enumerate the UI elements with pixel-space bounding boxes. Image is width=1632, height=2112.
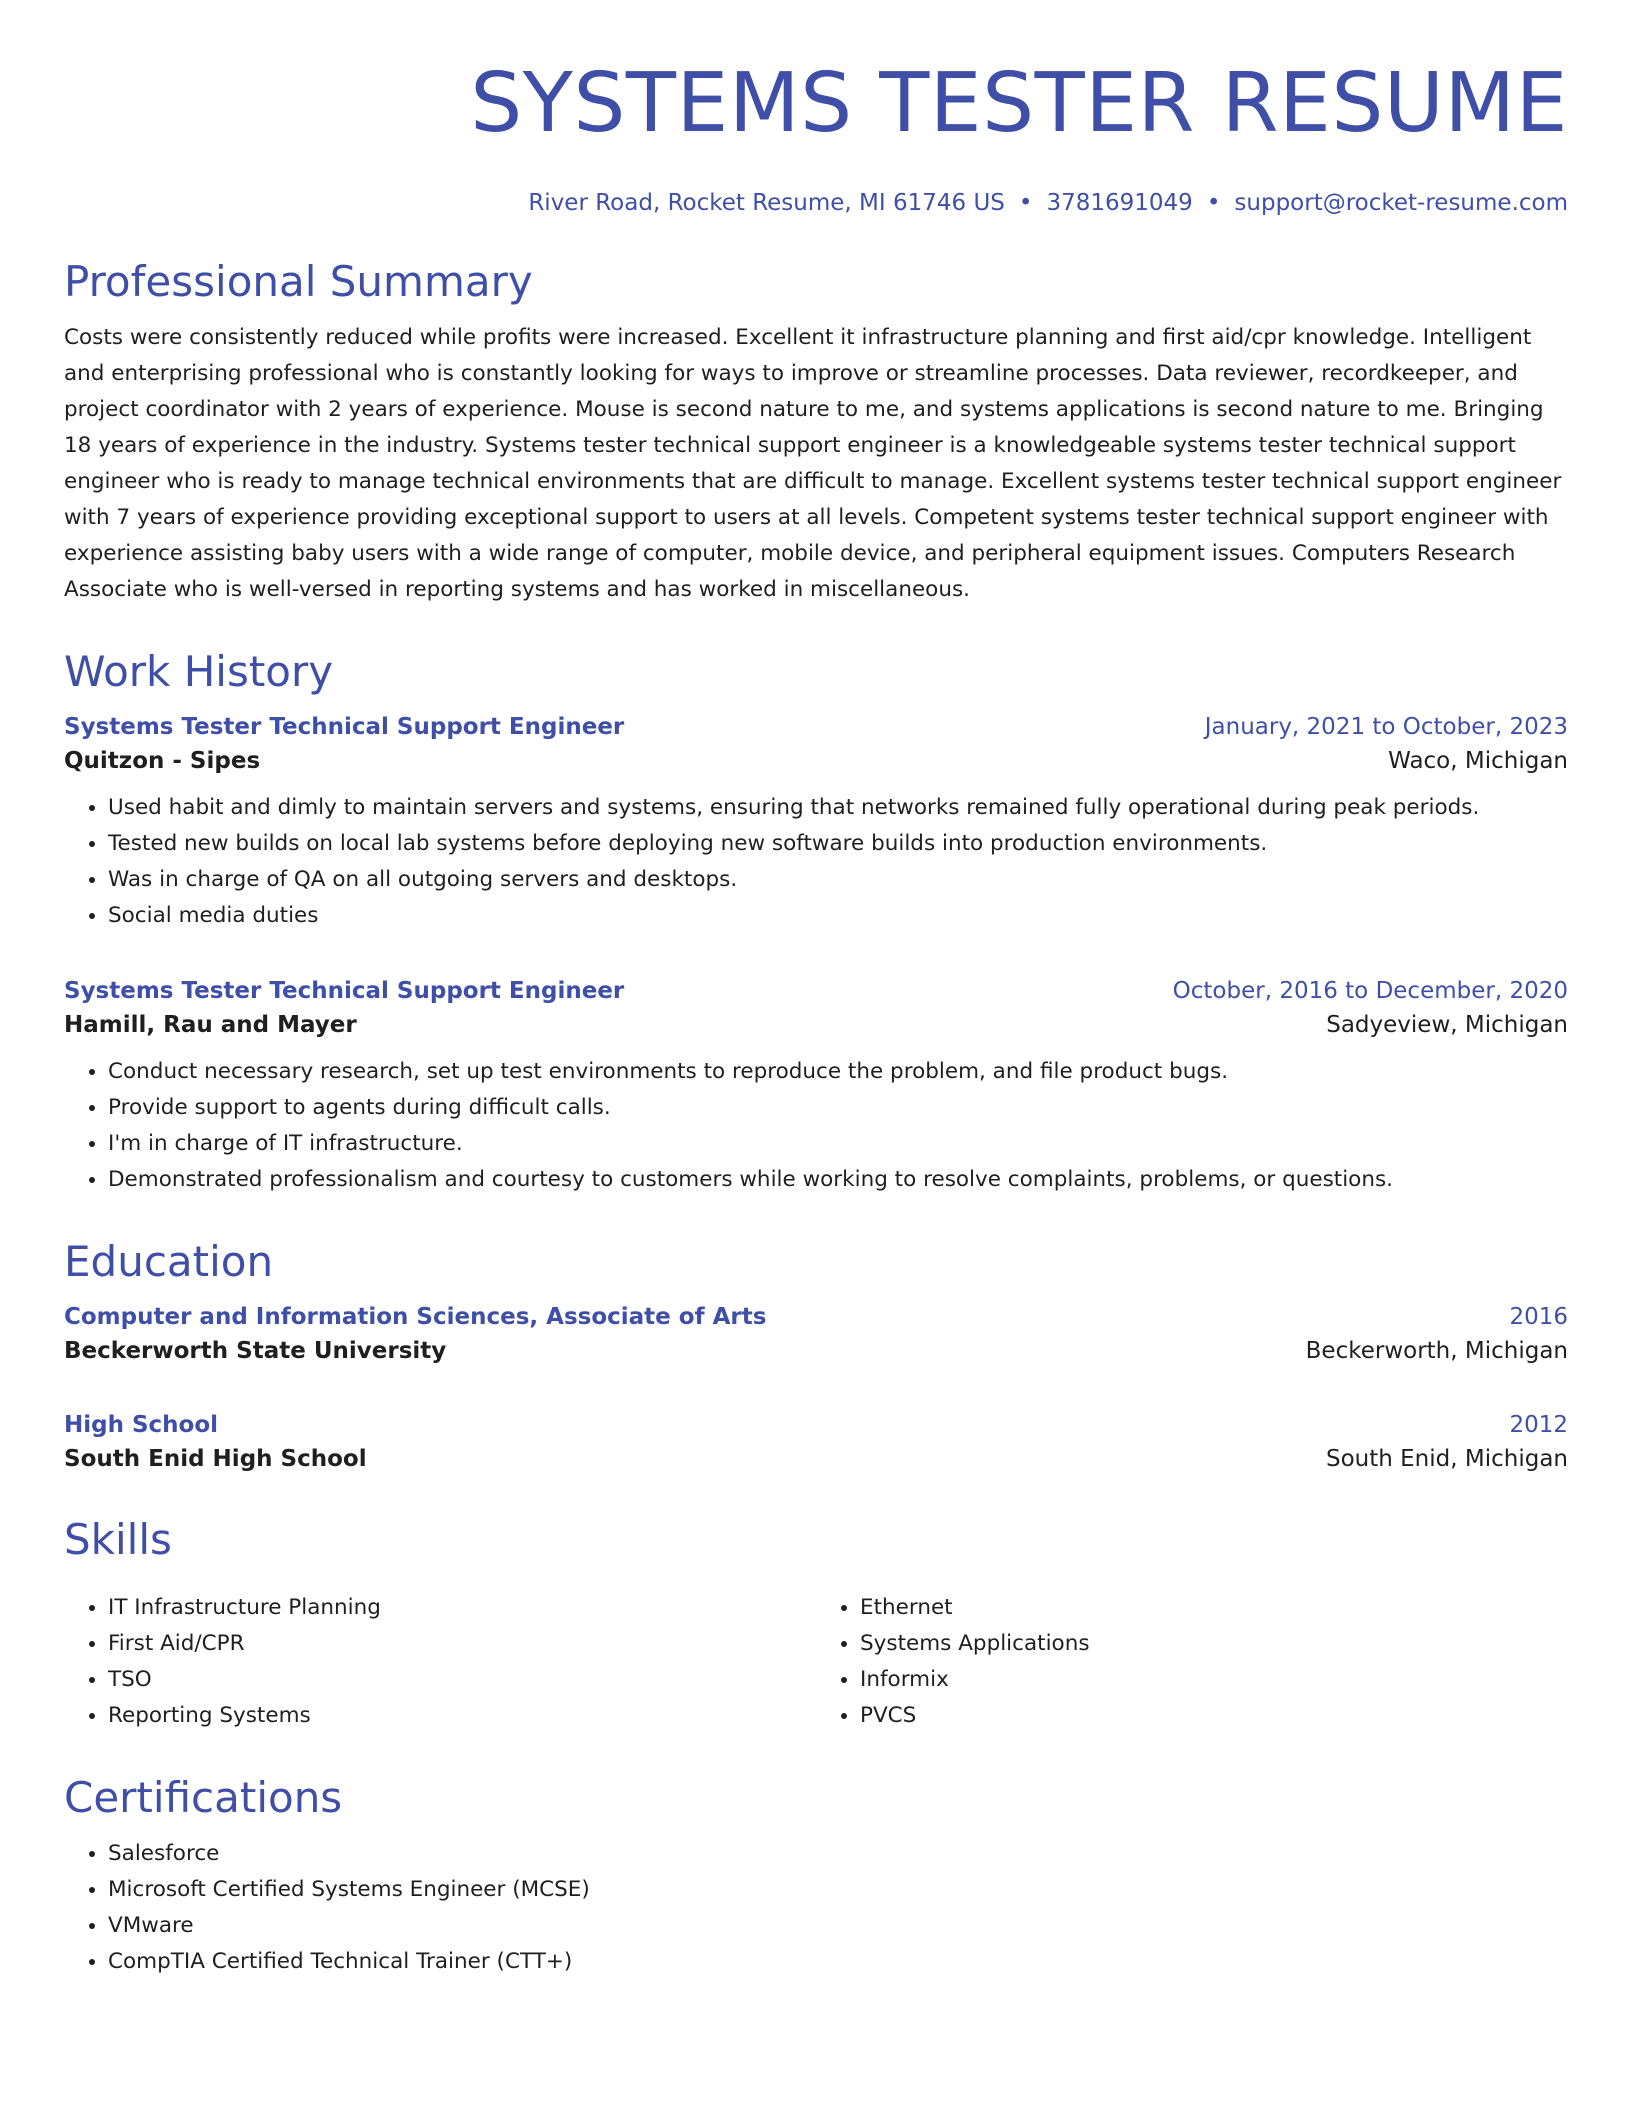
job-location: Waco, Michigan bbox=[1388, 748, 1568, 774]
list-item: • Provide support to agents during difficult calls. bbox=[108, 1090, 1568, 1126]
degree: Computer and Information Sciences, Associate of Arts bbox=[64, 1304, 767, 1330]
degree: High School bbox=[64, 1412, 219, 1438]
list-item: • Microsoft Certified Systems Engineer (MCSE) bbox=[108, 1872, 1568, 1908]
job-entry bbox=[64, 974, 1568, 1198]
list-item: • Salesforce bbox=[108, 1836, 1568, 1872]
job-bullets bbox=[64, 1054, 1568, 1198]
job-bullets bbox=[64, 790, 1568, 934]
list-item: • Used habit and dimly to maintain servers and systems, ensuring that networks remained fully operational during peak periods. bbox=[108, 790, 1568, 826]
school-name: Beckerworth State University bbox=[64, 1338, 447, 1364]
school-location: South Enid, Michigan bbox=[1326, 1446, 1568, 1472]
list-item: • Demonstrated professionalism and courtesy to customers while working to resolve complaints, problems, or questions. bbox=[108, 1162, 1568, 1198]
certifications-list bbox=[64, 1836, 1568, 1980]
list-item: • Informix bbox=[860, 1662, 1568, 1698]
certifications-section bbox=[64, 1772, 1568, 1980]
list-item: • VMware bbox=[108, 1908, 1568, 1944]
list-item: • CompTIA Certified Technical Trainer (CTT+) bbox=[108, 1944, 1568, 1980]
skills-section bbox=[64, 1514, 1568, 1734]
list-item: • Conduct necessary research, set up test environments to reproduce the problem, and file product bugs. bbox=[108, 1054, 1568, 1090]
list-item: • Systems Applications bbox=[860, 1626, 1568, 1662]
summary-text: Costs were consistently reduced while profits were increased. Excellent it infrastructure planning and first aid/cpr knowledge. Intelligent and enterprising professional who is constantly looking for ways to improve or streamline processes. Data reviewer, recordkeeper, and project coordinator with 2 years of experience. Mouse is second nature to me, and systems applications is second nature to me. Bringing 18 years of experience in the industry. Systems tester technical support engineer is a knowledgeable systems tester technical support engineer who is ready to manage technical environments that are difficult to manage. Excellent systems tester technical support engineer with 7 years of experience providing exceptional support to users at all levels. Competent systems tester technical support engineer with experience assisting baby users with a wide range of computer, mobile device, and peripheral equipment issues. Computers Research Associate who is well-versed in reporting systems and has worked in miscellaneous. bbox=[64, 325, 1562, 602]
list-item: • Reporting Systems bbox=[108, 1698, 816, 1734]
job-title: Systems Tester Technical Support Engineer bbox=[64, 978, 625, 1004]
education-entry bbox=[64, 1408, 1568, 1476]
list-item: • PVCS bbox=[860, 1698, 1568, 1734]
summary-section bbox=[64, 256, 1568, 608]
education-entry bbox=[64, 1300, 1568, 1368]
job-company: Hamill, Rau and Mayer bbox=[64, 1012, 357, 1038]
list-item: • I'm in charge of IT infrastructure. bbox=[108, 1126, 1568, 1162]
skills-list-left bbox=[64, 1590, 816, 1734]
work-history-section bbox=[64, 646, 1568, 1198]
job-title: Systems Tester Technical Support Engineer bbox=[64, 714, 625, 740]
email-link[interactable]: support@rocket-resume.com bbox=[1234, 190, 1568, 216]
summary-heading: Professional Summary bbox=[64, 257, 533, 306]
list-item: • First Aid/CPR bbox=[108, 1626, 816, 1662]
graduation-year: 2016 bbox=[1509, 1304, 1568, 1330]
graduation-year: 2012 bbox=[1509, 1412, 1568, 1438]
list-item: • Social media duties bbox=[108, 898, 1568, 934]
job-location: Sadyeview, Michigan bbox=[1326, 1012, 1568, 1038]
list-item: • Ethernet bbox=[860, 1590, 1568, 1626]
list-item: • Was in charge of QA on all outgoing servers and desktops. bbox=[108, 862, 1568, 898]
school-name: South Enid High School bbox=[64, 1446, 367, 1472]
address: River Road, Rocket Resume, MI 61746 US bbox=[528, 190, 1005, 216]
list-item: • IT Infrastructure Planning bbox=[108, 1590, 816, 1626]
certifications-heading: Certifications bbox=[64, 1773, 343, 1822]
job-dates: October, 2016 to December, 2020 bbox=[1172, 978, 1568, 1004]
resume-title: SYSTEMS TESTER RESUME bbox=[470, 56, 1568, 151]
contact-line bbox=[64, 188, 1568, 218]
skills-list-right bbox=[816, 1590, 1568, 1734]
skills-columns bbox=[64, 1578, 1568, 1734]
phone: 3781691049 bbox=[1046, 190, 1193, 216]
skills-heading: Skills bbox=[64, 1515, 172, 1564]
education-heading: Education bbox=[64, 1237, 274, 1286]
list-item: • Tested new builds on local lab systems before deploying new software builds into production environments. bbox=[108, 826, 1568, 862]
list-item: • TSO bbox=[108, 1662, 816, 1698]
job-company: Quitzon - Sipes bbox=[64, 748, 261, 774]
work-history-heading: Work History bbox=[64, 647, 334, 696]
school-location: Beckerworth, Michigan bbox=[1305, 1338, 1568, 1364]
education-section bbox=[64, 1236, 1568, 1476]
contact-separator: • bbox=[1206, 190, 1221, 216]
job-entry bbox=[64, 710, 1568, 934]
contact-separator: • bbox=[1018, 190, 1033, 216]
job-dates: January, 2021 to October, 2023 bbox=[1204, 714, 1568, 740]
